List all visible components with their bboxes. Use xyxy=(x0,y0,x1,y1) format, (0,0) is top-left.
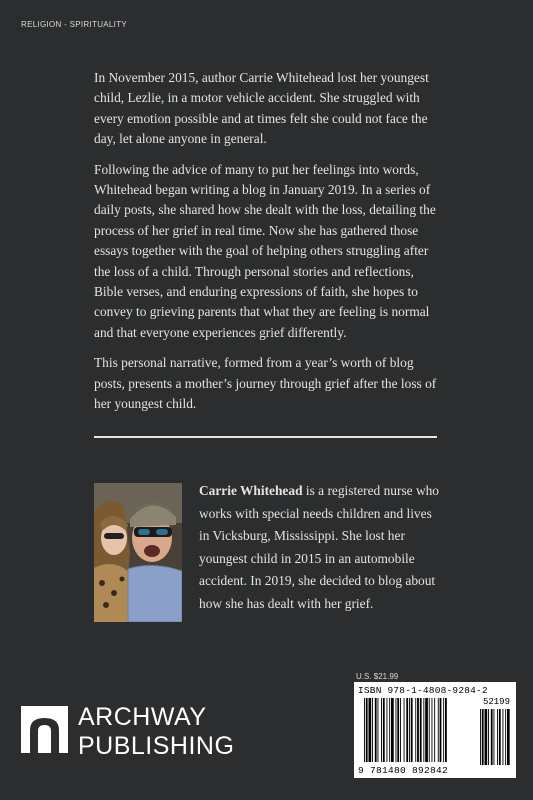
blurb-paragraph-1: In November 2015, author Carrie Whitehead lost her youngest child, Lezlie, in a motor vehicle accident. She struggled with every emotion possible and at times felt she could not face the day, let alone anyone in general. xyxy=(94,70,429,147)
author-bio xyxy=(199,480,445,616)
back-cover-blurb xyxy=(94,68,444,425)
archway-logo-icon xyxy=(21,706,68,753)
blurb-paragraph-3: This personal narrative, formed from a year’s worth of blog posts, presents a mother’s journey through grief after the loss of her youngest child. xyxy=(94,355,437,412)
barcode-bars xyxy=(354,682,516,778)
author-bio-text: is a registered nurse who works with special needs children and lives in Vicksburg, Mississippi. She lost her youngest child in 2015 in an automobile accident. In 2019, she decided to blog about how she has dealt with her grief. xyxy=(199,483,440,611)
author-photo xyxy=(94,483,182,622)
category-label: RELIGION - SPIRITUALITY xyxy=(21,20,128,29)
price-label: U.S. $21.99 xyxy=(356,672,399,681)
isbn-barcode xyxy=(354,682,516,778)
publisher-logo xyxy=(21,703,251,763)
blurb-paragraph-2: Following the advice of many to put her feelings into words, Whitehead began writing a blog in January 2019. In a series of daily posts, she shared how she dealt with the loss, detailing the process of her grief in real time. Now she has gathered those essays together with the goal of helping others struggling after the loss of a child. Through personal stories and reflections, Bible verses, and enduring expressions of faith, she hopes to convey to grieving parents that what they are feeling is normal and that everyone experiences grief differently. xyxy=(94,161,436,340)
isbn-text: ISBN 978-1-4808-9284-2 xyxy=(358,685,488,696)
barcode-addon-number: 52199 xyxy=(482,697,510,707)
section-divider xyxy=(94,436,437,438)
author-name: Carrie Whitehead xyxy=(199,483,303,498)
publisher-name-line1: ARCHWAY xyxy=(78,703,207,731)
author-photo-image xyxy=(94,483,182,622)
publisher-name-line2: PUBLISHING xyxy=(78,732,235,760)
barcode-ean-number: 9 781480 892842 xyxy=(358,765,449,776)
